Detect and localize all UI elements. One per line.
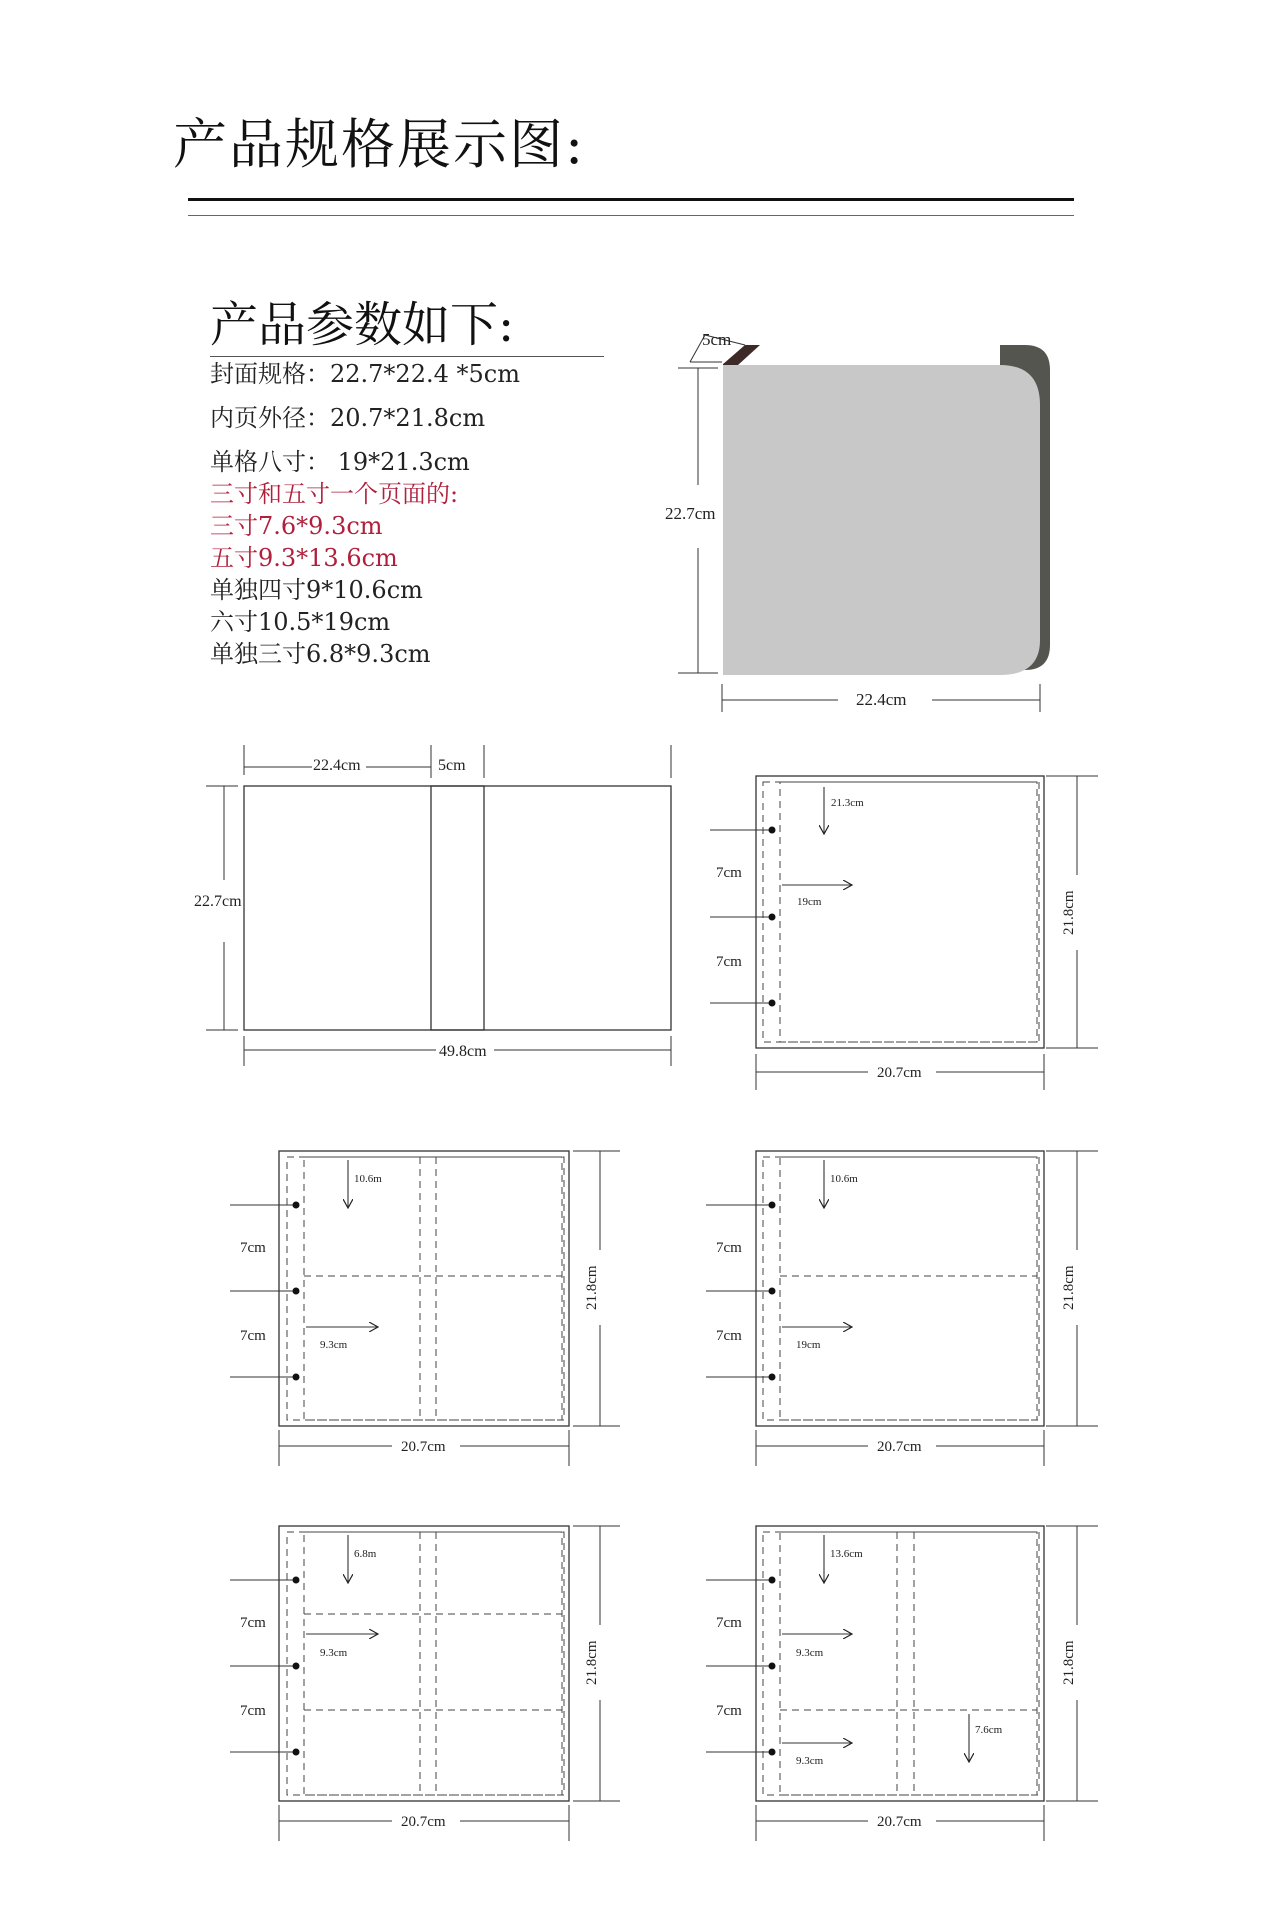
page4-gap2: 7cm (240, 1328, 266, 1344)
page3-gap2: 7cm (240, 1703, 266, 1719)
page8-width: 20.7cm (877, 1065, 922, 1081)
param-red-1: 三寸和五寸一个页面的: (210, 480, 459, 508)
page8-gap1: 7cm (716, 865, 742, 881)
book-width-label: 22.4cm (856, 690, 907, 709)
param-cover: 封面规格：22.7*22.4 *5cm (210, 360, 520, 388)
page-title: 产品规格展示图: (173, 113, 586, 176)
spread-width-label: 22.4cm (313, 757, 361, 774)
page3-width: 20.7cm (401, 1814, 446, 1830)
page-3-5inch (706, 1526, 1098, 1841)
page35-width: 20.7cm (877, 1814, 922, 1830)
spread-spine (431, 786, 484, 1030)
page6-height: 21.8cm (1061, 1265, 1077, 1310)
spread-outline (244, 786, 671, 1030)
page35-three-h: 7.6cm (975, 1724, 1003, 1736)
page6-gap2: 7cm (716, 1328, 742, 1344)
param-red-3: 五寸9.3*13.6cm (210, 544, 398, 572)
page8-inner-h: 21.3cm (831, 797, 864, 809)
book-3d-view (665, 330, 1050, 712)
book-cover (722, 365, 1040, 675)
page35-five-h: 13.6cm (830, 1548, 863, 1560)
page4-height: 21.8cm (584, 1265, 600, 1310)
page6-cell-w: 19cm (796, 1339, 821, 1351)
spread-spine-label: 5cm (438, 757, 466, 774)
param-single4: 单独四寸9*10.6cm (210, 576, 423, 604)
page3-cell-w: 9.3cm (320, 1647, 348, 1659)
param-six: 六寸10.5*19cm (210, 608, 391, 636)
page6-cell-h: 10.6m (830, 1173, 858, 1185)
page-3inch (230, 1526, 620, 1841)
param-red-2: 三寸7.6*9.3cm (210, 512, 383, 540)
page4-width: 20.7cm (401, 1439, 446, 1455)
spread-height-label: 22.7cm (194, 893, 242, 910)
page3-cell-h: 6.8m (354, 1548, 377, 1560)
spread-total-label: 49.8cm (439, 1043, 487, 1060)
page4-cell-h: 10.6m (354, 1173, 382, 1185)
spread-view (194, 745, 671, 1066)
page3-gap1: 7cm (240, 1615, 266, 1631)
page6-gap1: 7cm (716, 1240, 742, 1256)
page35-gap1: 7cm (716, 1615, 742, 1631)
page-8inch (710, 776, 1098, 1090)
page4-gap1: 7cm (240, 1240, 266, 1256)
page8-inner-w: 19cm (797, 896, 822, 908)
param-single3: 单独三寸6.8*9.3cm (210, 640, 431, 668)
book-height-label: 22.7cm (665, 504, 716, 523)
page35-gap2: 7cm (716, 1703, 742, 1719)
page-6inch (706, 1151, 1098, 1466)
page8-height: 21.8cm (1061, 890, 1077, 935)
page6-width: 20.7cm (877, 1439, 922, 1455)
page-4inch (230, 1151, 620, 1466)
page4-cell-w: 9.3cm (320, 1339, 348, 1351)
page35-three-w: 9.3cm (796, 1755, 824, 1767)
page8-gap2: 7cm (716, 954, 742, 970)
page35-five-w: 9.3cm (796, 1647, 824, 1659)
param-inner: 内页外径：20.7*21.8cm (210, 404, 486, 432)
page35-height: 21.8cm (1061, 1640, 1077, 1685)
params-heading: 产品参数如下: (210, 297, 515, 353)
page3-height: 21.8cm (584, 1640, 600, 1685)
param-single8: 单格八寸： 19*21.3cm (210, 448, 470, 476)
book-spine-label: 5cm (702, 330, 732, 349)
